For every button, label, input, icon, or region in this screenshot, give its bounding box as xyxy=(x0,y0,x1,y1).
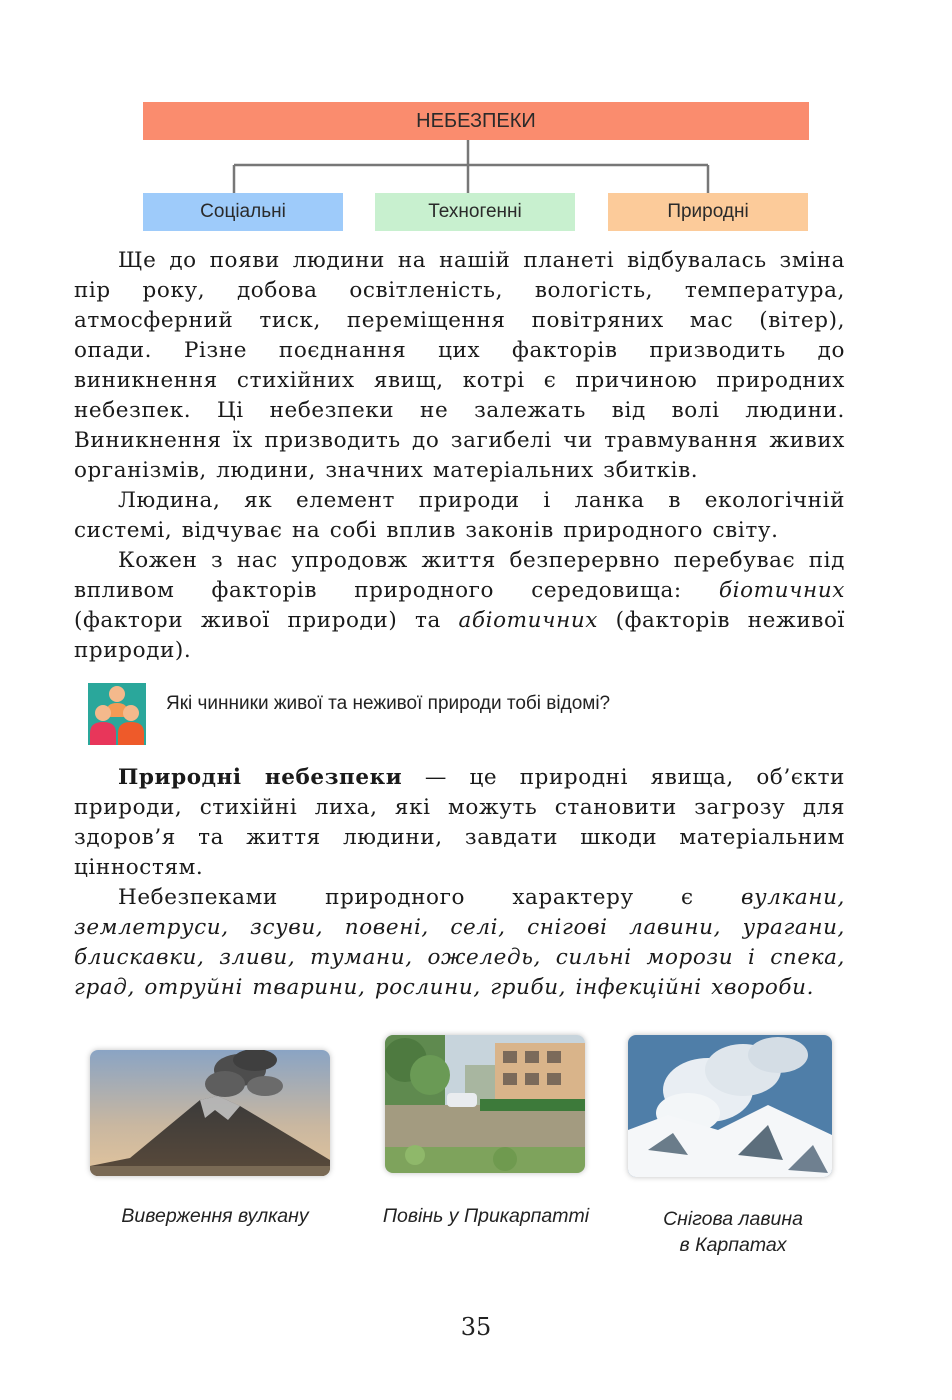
avalanche-caption-line1: Снігова лавина xyxy=(663,1208,803,1230)
paragraph-1 xyxy=(74,246,845,486)
avalanche-photo xyxy=(628,1035,832,1177)
flood-caption: Повінь у Прикарпатті xyxy=(382,1205,590,1227)
term-abiotic: абіотичних xyxy=(458,608,599,633)
paragraph-4 xyxy=(74,763,845,883)
definition-text: — це природні явища, об’єкти природи, стихійні лиха, які можуть становити загрозу для здоров’я та життя людини, завдати шкоди матеріальним цінностям. xyxy=(74,765,845,880)
paragraph-2-text: Людина, як елемент природи і ланка в екологічній системі, відчуває на собі вплив законів природного світу. xyxy=(74,488,845,543)
paragraph-3 xyxy=(74,546,845,666)
volcano-photo xyxy=(90,1050,330,1176)
paragraph-3-text-e: (факторів неживої природи). xyxy=(74,608,845,663)
page-number: 35 xyxy=(460,1313,492,1341)
group-discussion-icon xyxy=(88,683,146,745)
diagram-box-social: Соціальні xyxy=(143,193,343,231)
paragraph-1-text: Ще до появи людини на нашій планеті відбувалась зміна пір року, добова освітленість, вологість, температура, атмосферний тиск, переміщення повітряних мас (вітер), опади. Різне поєднання цих факторів призводить до виникнення стихійних явищ, котрі є причиною природних небезпек. Ці небезпеки не залежать від волі людини. Виникнення їх призводить до загибелі чи травмування живих організмів, людини, значних матеріальних збитків. xyxy=(74,248,845,483)
definition-term: Природні небезпеки xyxy=(118,765,403,790)
flood-photo xyxy=(385,1035,585,1173)
paragraph-5 xyxy=(74,883,845,1003)
paragraph-5-text-a: Небезпеками природного характеру є xyxy=(118,885,742,910)
hazards-list: вулкани, землетруси, зсуви, повені, селі, снігові лавини, урагани, блискавки, зливи, тумани, ожеледь, сильні морози і спека, град, отруйні тварини, рослини, гриби, інфекційні хвороби. xyxy=(74,885,845,1000)
avalanche-caption-line2: в Карпатах xyxy=(679,1234,787,1256)
diagram-top-box: НЕБЕЗПЕКИ xyxy=(143,102,809,140)
paragraph-3-text-c: (фактори живої природи) та xyxy=(74,608,459,633)
volcano-caption: Виверження вулкану xyxy=(121,1205,309,1227)
hazards-diagram xyxy=(0,0,952,240)
discussion-question xyxy=(88,683,848,747)
paragraph-3-text-a: Кожен з нас упродовж життя безперервно перебуває під впливом факторів природного середовища: xyxy=(74,548,845,603)
question-text: Які чинники живої та неживої природи тобі відомі? xyxy=(166,693,611,714)
paragraph-2 xyxy=(74,486,845,546)
term-biotic: біотичних xyxy=(718,578,845,603)
diagram-box-technogenic: Техногенні xyxy=(375,193,575,231)
avalanche-caption xyxy=(628,1206,838,1258)
diagram-box-natural: Природні xyxy=(608,193,808,231)
